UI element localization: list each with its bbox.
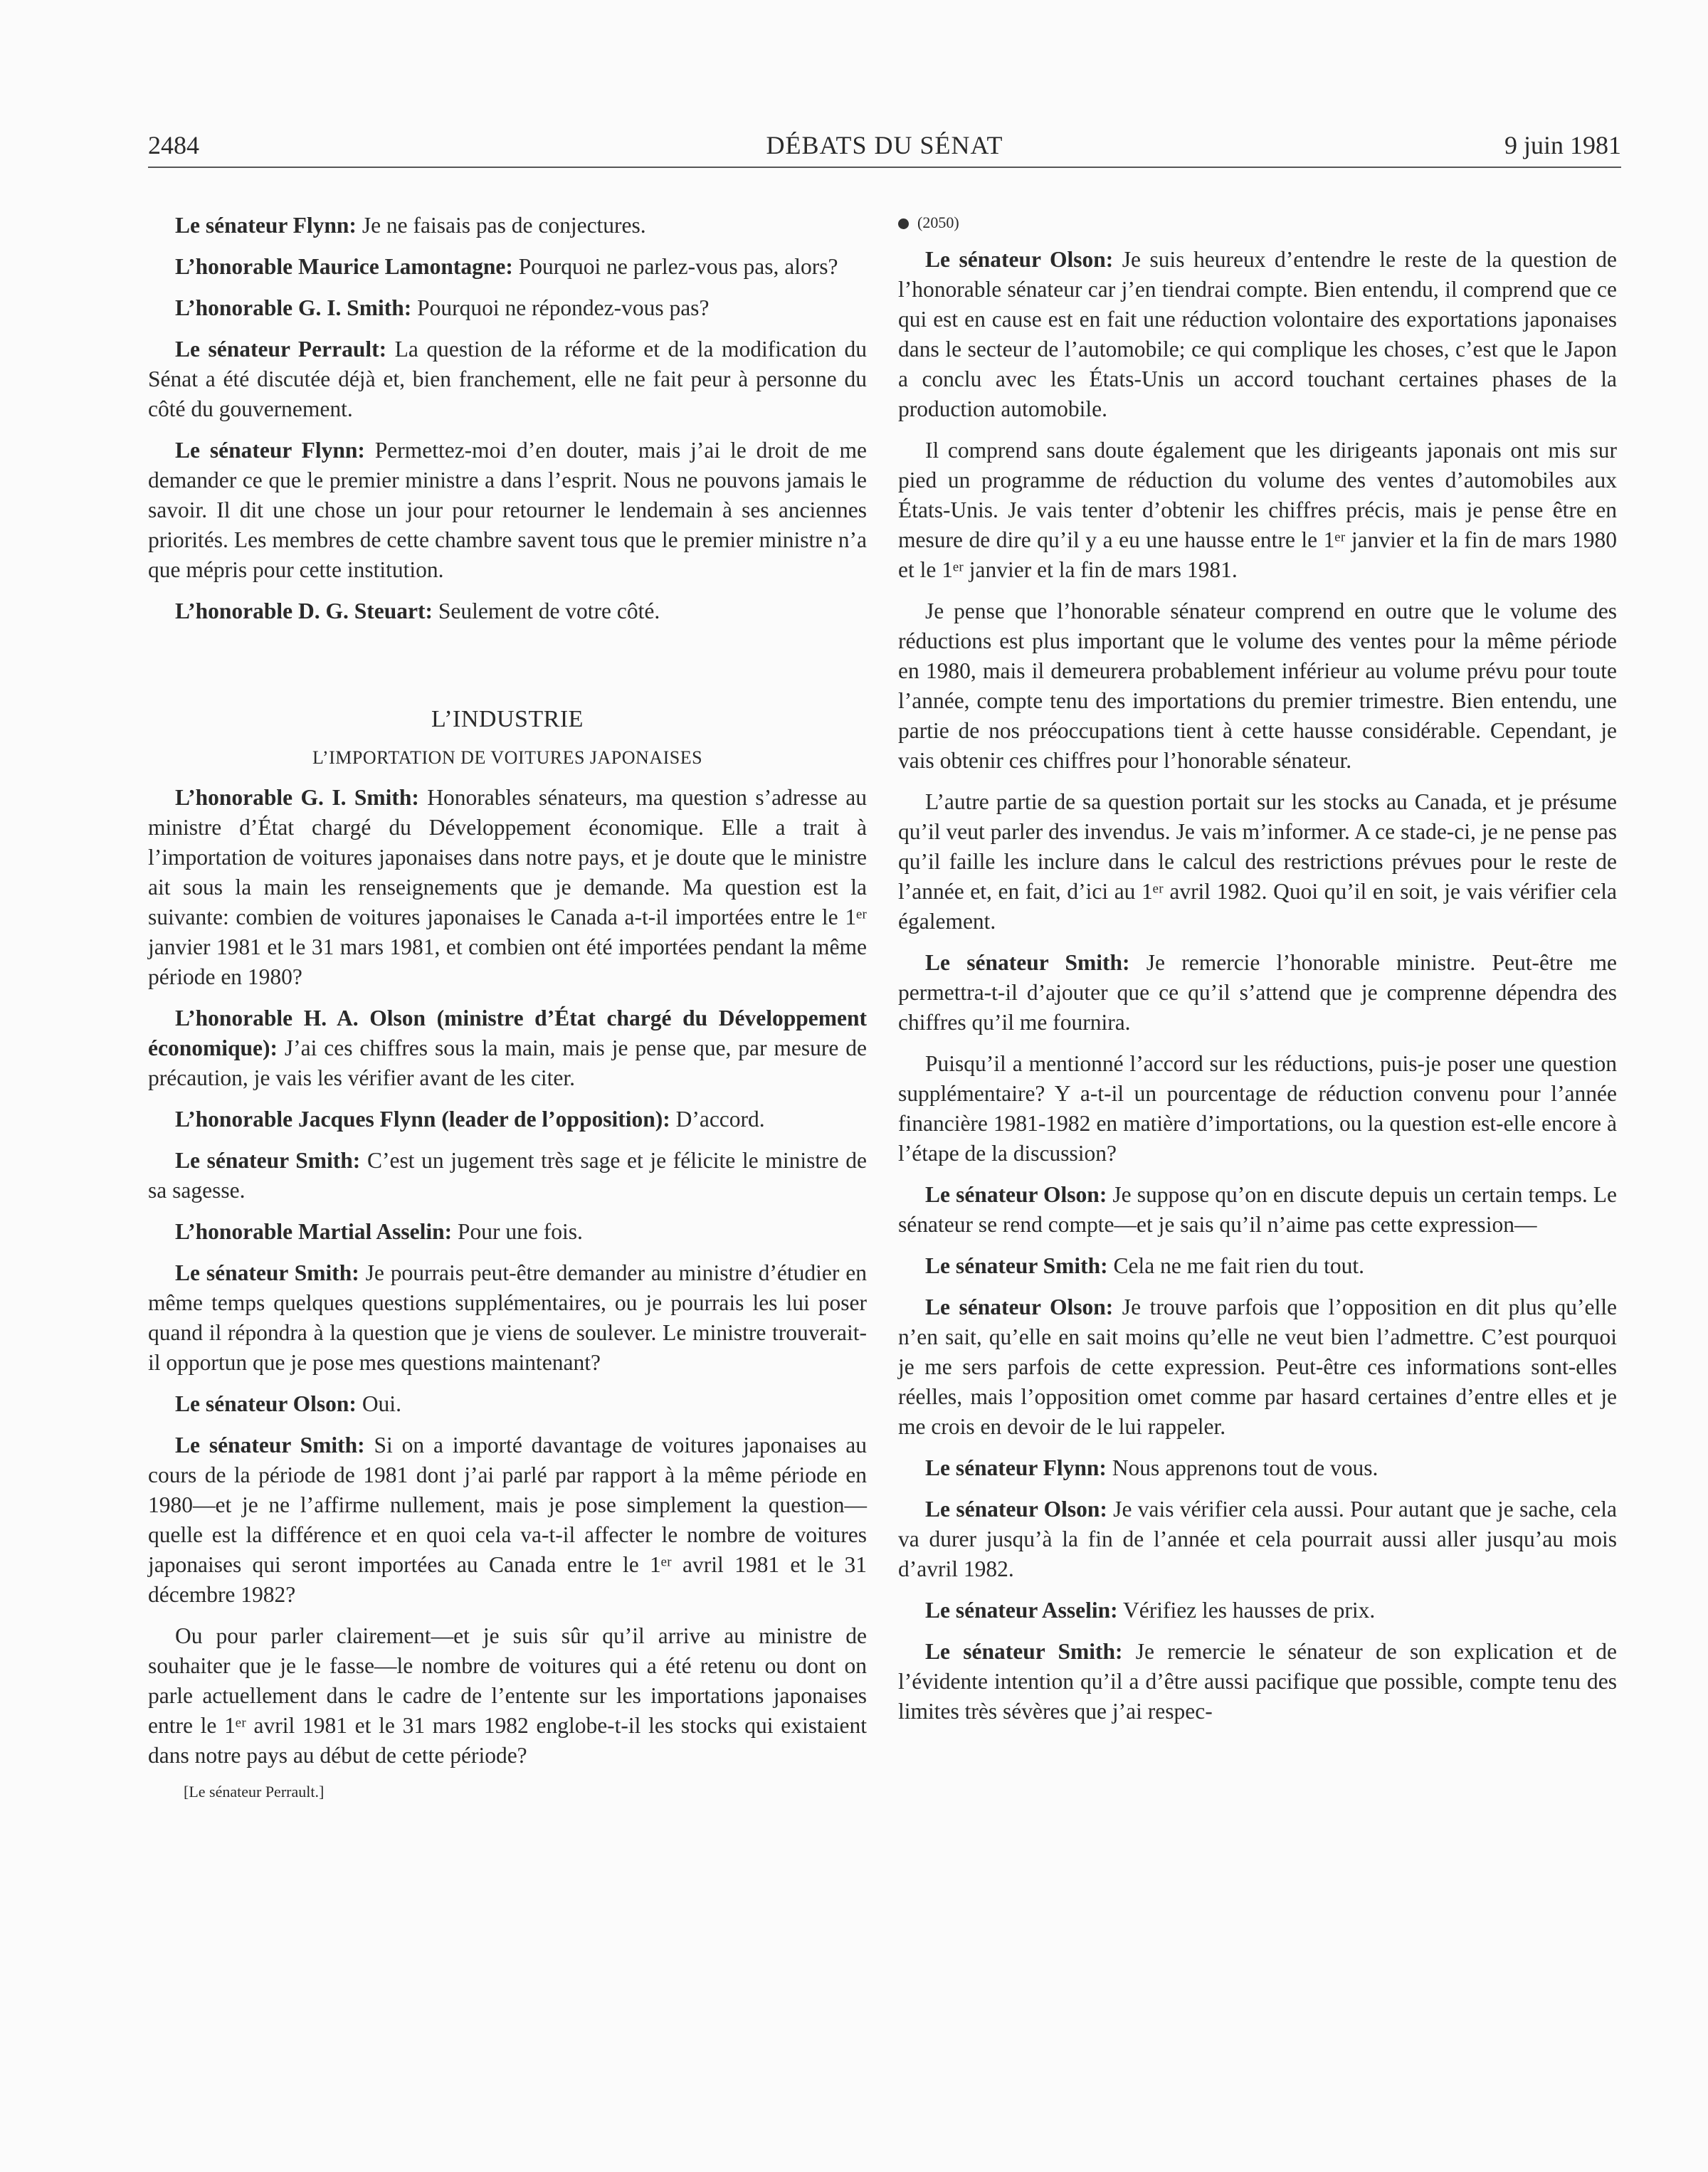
speaker-name: L’honorable H. A. Olson (ministre d’État chargé du Développement économique):	[148, 1006, 867, 1060]
page-number: 2484	[148, 131, 199, 159]
paragraph	[148, 436, 867, 585]
speech-text: Pour une fois.	[452, 1219, 583, 1244]
paragraph	[148, 1105, 867, 1134]
speaker-name: Le sénateur Flynn:	[175, 438, 365, 463]
speech-text: Honorables sénateurs, ma question s’adresse au ministre d’État chargé du Développement économique. Elle a trait à l’importation de voitures japonaises dans notre pays, et je doute que le ministre ait sous la main les renseignements que je demande. Ma question est la suivante: combien de voitures japonaises le Canada a-t-il importées entre le 1ᵉʳ janvier 1981 et le 31 mars 1981, et combien ont été importées pendant la même période en 1980?	[148, 785, 867, 989]
paragraph	[148, 1258, 867, 1378]
speech-text: Permettez-moi d’en douter, mais j’ai le droit de me demander ce que le premier ministre a dans l’esprit. Nous ne pouvons jamais le savoir. Il dit une chose un jour pour retourner le lendemain à ses anciennes priorités. Les membres de cette chambre savent tous que le premier ministre n’a que mépris pour cette institution.	[148, 438, 867, 582]
paragraph	[898, 1251, 1617, 1281]
paragraph	[148, 1217, 867, 1247]
speech-text: Je suis heureux d’entendre le reste de la question de l’honorable sénateur car j’en tiendrai compte. Bien entendu, il comprend que ce qui est en cause est en fait une réduction volontaire des exportations japonaises dans le secteur de l’automobile; ce qui complique les choses, c’est que le Japon a conclu avec les États-Unis un accord touchant certaines phases de la production automobile.	[898, 247, 1617, 421]
speaker-name: Le sénateur Olson:	[925, 1182, 1107, 1207]
speech-text: Si on a importé davantage de voitures japonaises au cours de la période de 1981 dont j’ai parlé par rapport à la même période en 1980—et je ne l’affirme nullement, mais je pose simplement la question—quelle est la différence et en quoi cela va-t-il affecter le nombre de voitures japonaises qui seront importées au Canada entre le 1ᵉʳ avril 1981 et le 31 décembre 1982?	[148, 1433, 867, 1607]
speaker-name: L’honorable G. I. Smith:	[175, 295, 412, 320]
speech-text: Puisqu’il a mentionné l’accord sur les réductions, puis-je poser une question supplémentaire? Y a-t-il un pourcentage de réduction convenu pour l’année financière 1981-1982 en matière d’importations, ou la question est-elle encore à l’étape de la discussion?	[898, 1051, 1617, 1166]
paragraph	[148, 1430, 867, 1610]
paragraph	[898, 1494, 1617, 1584]
paragraph	[898, 787, 1617, 937]
time-marker-label: (2050)	[917, 213, 959, 231]
speaker-name: Le sénateur Smith:	[175, 1260, 359, 1285]
speech-text: Je remercie le sénateur de son explication et de l’évidente intention qu’il a d’être aussi pacifique que possible, compte tenu des limites très sévères que j’ai respec-	[898, 1639, 1617, 1724]
speaker-name: Le sénateur Perrault:	[175, 337, 387, 362]
paragraph	[898, 596, 1617, 776]
speaker-name: L’honorable G. I. Smith:	[175, 785, 419, 810]
left-paragraphs-bottom	[148, 783, 867, 1771]
speaker-name: Le sénateur Olson:	[175, 1391, 357, 1416]
speaker-name: Le sénateur Smith:	[925, 950, 1130, 975]
speech-text: La question de la réforme et de la modification du Sénat a été discutée déjà et, bien franchement, elle ne fait peur à personne du côté du gouvernement.	[148, 337, 867, 421]
speech-text: Je ne faisais pas de conjectures.	[356, 213, 646, 238]
paragraph	[898, 948, 1617, 1038]
right-paragraphs	[898, 245, 1617, 1726]
speech-text: Cela ne me fait rien du tout.	[1107, 1253, 1365, 1278]
page-date: 9 juin 1981	[1504, 131, 1621, 159]
speech-text: Nous apprenons tout de vous.	[1106, 1455, 1378, 1480]
paragraph	[148, 1621, 867, 1771]
speech-text: Je remercie l’honorable ministre. Peut-être me permettra-t-il d’ajouter que ce qu’il s’attend que je comprenne dépendra des chiffres qu’il me fournira.	[898, 950, 1617, 1035]
paragraph	[148, 334, 867, 424]
paragraph	[898, 1637, 1617, 1726]
speech-text: D’accord.	[670, 1107, 765, 1132]
speaker-name: L’honorable Jacques Flynn (leader de l’opposition):	[175, 1107, 670, 1132]
speaker-name: Le sénateur Olson:	[925, 247, 1114, 272]
speaker-name: Le sénateur Smith:	[175, 1433, 365, 1457]
speaker-name: Le sénateur Olson:	[925, 1295, 1114, 1319]
header-rule	[148, 167, 1621, 168]
section-subtitle: L’IMPORTATION DE VOITURES JAPONAISES	[312, 747, 703, 768]
publication-title: DÉBATS DU SÉNAT	[766, 131, 1003, 159]
speaker-name: L’honorable D. G. Steuart:	[175, 599, 433, 623]
speech-text: Je pense que l’honorable sénateur comprend en outre que le volume des réductions est plus important que le volume des ventes pour la même période en 1980, mais il demeurera probablement inférieur au volume prévu pour toute l’année, compte tenu des importations du premier trimestre. Bien entendu, une partie de nos préoccupations tient à cette hausse considérable. Cependant, je vais obtenir ces chiffres pour l’honorable sénateur.	[898, 599, 1617, 773]
speaker-name: Le sénateur Smith:	[925, 1639, 1123, 1664]
speech-text: Oui.	[356, 1391, 401, 1416]
paragraph	[148, 783, 867, 992]
paragraph	[148, 1003, 867, 1093]
footnote: [Le sénateur Perrault.]	[184, 1783, 325, 1801]
paragraph	[898, 1453, 1617, 1483]
speaker-name: Le sénateur Asselin:	[925, 1598, 1118, 1623]
paragraph	[148, 1389, 867, 1419]
speaker-name: Le sénateur Flynn:	[925, 1455, 1107, 1480]
speaker-name: Le sénateur Smith:	[925, 1253, 1108, 1278]
paragraph	[148, 252, 867, 282]
speech-text: Vérifiez les hausses de prix.	[1117, 1598, 1376, 1623]
paragraph	[898, 436, 1617, 585]
speech-text: Je pourrais peut-être demander au ministre d’étudier en même temps quelques questions supplémentaires, ou je pourrais les lui poser quand il répondra à la question que je viens de soulever. Le ministre trouverait-il opportun que je pose mes questions maintenant?	[148, 1260, 867, 1375]
left-column	[148, 211, 867, 1802]
paragraph	[898, 1596, 1617, 1625]
speech-text: L’autre partie de sa question portait sur les stocks au Canada, et je présume qu’il veut parler des invendus. Je vais m’informer. A ce stade-ci, je ne pense pas qu’il faille les inclure dans le calcul des restrictions prévues pour le reste de l’année et, en fait, d’ici au 1ᵉʳ avril 1982. Quoi qu’il en soit, je vais vérifier cela également.	[898, 789, 1617, 934]
bullet-icon	[898, 218, 909, 229]
speech-text: Je suppose qu’on en discute depuis un certain temps. Le sénateur se rend compte—et je sais qu’il n’aime pas cette expression—	[898, 1182, 1617, 1237]
speech-text: Je vais vérifier cela aussi. Pour autant que je sache, cela va durer jusqu’à la fin de l’année et cela pourrait aussi aller jusqu’au mois d’avril 1982.	[898, 1497, 1617, 1581]
paragraph	[898, 245, 1617, 424]
speech-text: C’est un jugement très sage et je félicite le ministre de sa sagesse.	[148, 1148, 867, 1203]
page-header	[148, 130, 1621, 166]
speech-text: Pourquoi ne répondez-vous pas?	[411, 295, 710, 320]
speaker-name: Le sénateur Flynn:	[175, 213, 357, 238]
paragraph	[898, 1180, 1617, 1240]
paragraph	[898, 1292, 1617, 1442]
speech-text: Je trouve parfois que l’opposition en dit plus qu’elle n’en sait, qu’elle en sait moins qu’elle ne veut bien l’admettre. C’est pourquoi je me sers parfois de cette expression. Peut-être ces informations sont-elles réelles, mais l’opposition omet comme par hasard certaines d’entre elles et je me crois en devoir de le lui rappeler.	[898, 1295, 1617, 1439]
time-marker	[898, 211, 1617, 235]
speaker-name: L’honorable Martial Asselin:	[175, 1219, 453, 1244]
paragraph	[148, 211, 867, 241]
paragraph	[148, 293, 867, 323]
paragraph	[898, 1049, 1617, 1169]
speech-text: Ou pour parler clairement—et je suis sûr qu’il arrive au ministre de souhaiter que je le fasse—le nombre de voitures qui a été retenu ou dont on parle actuellement dans le cadre de l’entente sur les importations japonaises entre le 1ᵉʳ avril 1981 et le 31 mars 1982 englobe-t-il les stocks qui existaient dans notre pays au début de cette période?	[148, 1623, 867, 1768]
speaker-name: Le sénateur Olson:	[925, 1497, 1107, 1522]
paragraph	[148, 596, 867, 626]
speech-text: Pourquoi ne parlez-vous pas, alors?	[512, 254, 838, 279]
speaker-name: L’honorable Maurice Lamontagne:	[175, 254, 513, 279]
speech-text: Il comprend sans doute également que les dirigeants japonais ont mis sur pied un programme de réduction du volume des ventes d’automobiles aux États-Unis. Je vais tenter d’obtenir les chiffres précis, mais je pense être en mesure de dire qu’il y a eu une hausse entre le 1ᵉʳ janvier et la fin de mars 1980 et le 1ᵉʳ janvier et la fin de mars 1981.	[898, 438, 1617, 582]
paragraph	[148, 1146, 867, 1206]
section-title: L’INDUSTRIE	[431, 706, 584, 732]
right-column	[898, 211, 1617, 1738]
speech-text: J’ai ces chiffres sous la main, mais je pense que, par mesure de précaution, je vais les vérifier avant de les citer.	[148, 1035, 867, 1090]
speaker-name: Le sénateur Smith:	[175, 1148, 361, 1173]
left-paragraphs-top	[148, 211, 867, 626]
speech-text: Seulement de votre côté.	[432, 599, 660, 623]
